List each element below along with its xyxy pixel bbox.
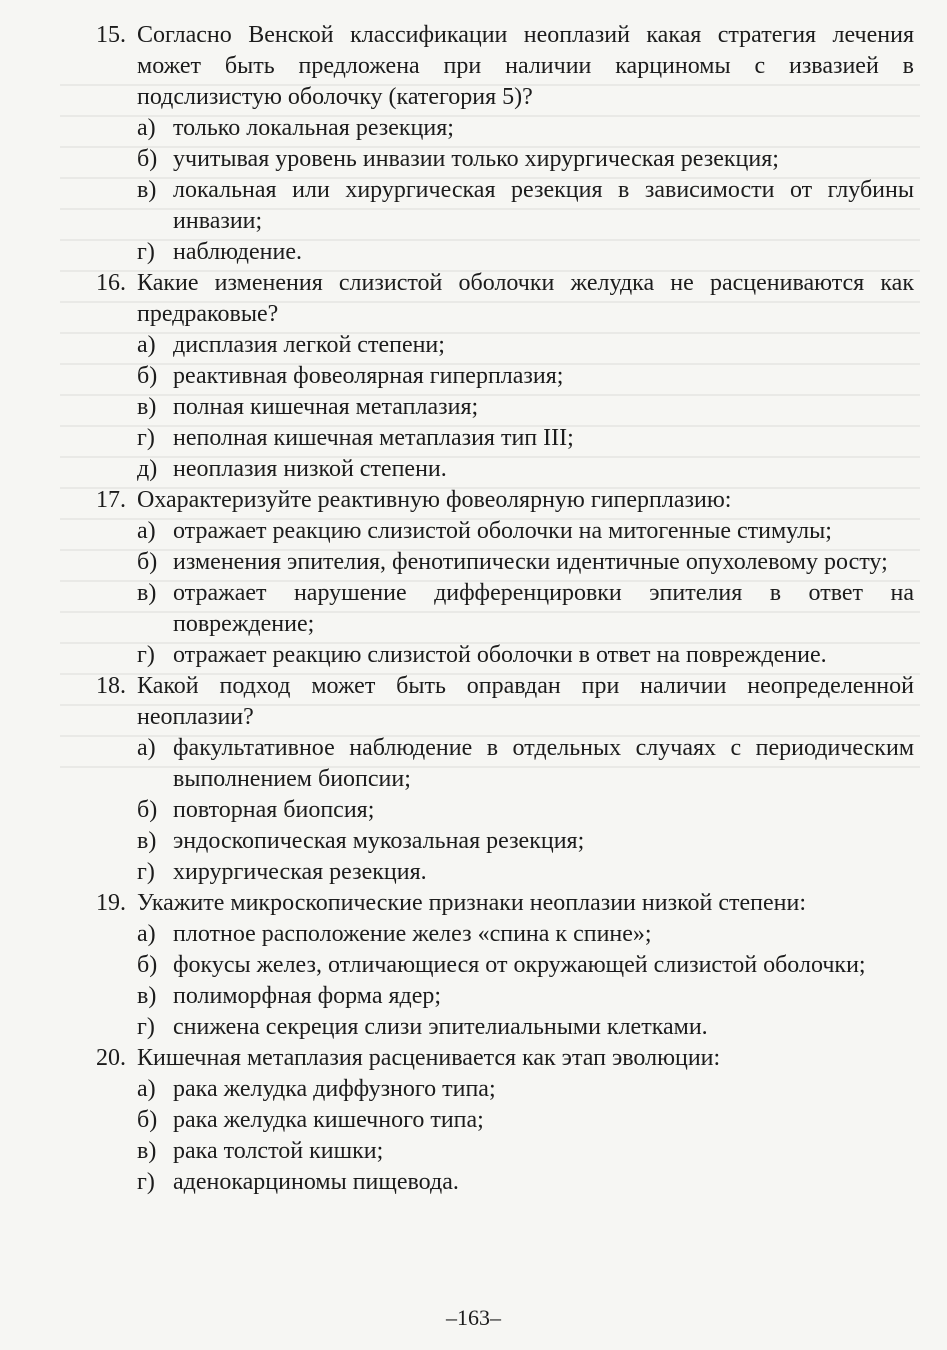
- answer-text: локальная или хирургическая резекция в зависимости от глубины инвазии;: [173, 177, 914, 234]
- question-19: [96, 888, 914, 919]
- answer-letter: б): [137, 146, 158, 172]
- answer-text: плотное расположение желез «спина к спине»;: [173, 921, 652, 947]
- answer-text: хирургическая резекция.: [173, 859, 427, 885]
- question-number: 17.: [96, 487, 126, 513]
- answer-letter: а): [137, 735, 156, 761]
- question-20: [96, 1043, 914, 1074]
- question-18: [96, 671, 914, 733]
- question-number: 15.: [96, 22, 126, 48]
- answer-text: аденокарциномы пищевода.: [173, 1169, 459, 1195]
- answer-option: [96, 1074, 914, 1105]
- answer-text: отражает нарушение дифференцировки эпителия в ответ на повреждение;: [173, 580, 914, 637]
- answer-text: рака толстой кишки;: [173, 1138, 384, 1164]
- question-15: [96, 20, 914, 113]
- answer-option: [96, 516, 914, 547]
- answer-letter: а): [137, 115, 156, 141]
- answer-option: [96, 578, 914, 640]
- answer-text: реактивная фовеолярная гиперплазия;: [173, 363, 564, 389]
- answer-option: [96, 1012, 914, 1043]
- answer-list: [96, 733, 914, 888]
- answer-option: [96, 423, 914, 454]
- question-16: [96, 268, 914, 330]
- answer-list: [96, 113, 914, 268]
- answer-option: [96, 454, 914, 485]
- answer-letter: а): [137, 332, 156, 358]
- answer-list: [96, 516, 914, 671]
- answer-text: только локальная резекция;: [173, 115, 454, 141]
- answer-option: [96, 857, 914, 888]
- question-number: 18.: [96, 673, 126, 699]
- answer-option: [96, 950, 914, 981]
- answer-text: неоплазия низкой степени.: [173, 456, 447, 482]
- answer-letter: б): [137, 363, 158, 389]
- answer-letter: в): [137, 828, 157, 854]
- answer-option: [96, 144, 914, 175]
- answer-option: [96, 547, 914, 578]
- answer-option: [96, 733, 914, 795]
- question-number: 19.: [96, 890, 126, 916]
- answer-letter: в): [137, 394, 157, 420]
- answer-letter: в): [137, 177, 157, 203]
- answer-option: [96, 175, 914, 237]
- answer-text: снижена секреция слизи эпителиальными клетками.: [173, 1014, 708, 1040]
- answer-text: рака желудка диффузного типа;: [173, 1076, 496, 1102]
- answer-letter: г): [137, 1014, 155, 1040]
- answer-letter: в): [137, 580, 157, 606]
- answer-letter: б): [137, 797, 158, 823]
- answer-letter: г): [137, 239, 155, 265]
- answer-letter: в): [137, 983, 157, 1009]
- question-text: Укажите микроскопические признаки неоплазии низкой степени:: [137, 890, 806, 916]
- question-number: 16.: [96, 270, 126, 296]
- answer-letter: г): [137, 1169, 155, 1195]
- answer-letter: а): [137, 1076, 156, 1102]
- answer-option: [96, 1105, 914, 1136]
- answer-letter: а): [137, 921, 156, 947]
- answer-text: факультативное наблюдение в отдельных случаях с периодическим выполнением биопсии;: [173, 735, 914, 792]
- question-text: Какой подход может быть оправдан при наличии неопределенной неоплазии?: [137, 673, 914, 730]
- question-17: [96, 485, 914, 516]
- answer-option: [96, 361, 914, 392]
- answer-letter: г): [137, 425, 155, 451]
- answer-text: отражает реакцию слизистой оболочки на митогенные стимулы;: [173, 518, 832, 544]
- answer-option: [96, 640, 914, 671]
- answer-option: [96, 826, 914, 857]
- answer-text: неполная кишечная метаплазия тип III;: [173, 425, 574, 451]
- answer-list: [96, 1074, 914, 1198]
- answer-option: [96, 795, 914, 826]
- answer-option: [96, 981, 914, 1012]
- question-number: 20.: [96, 1045, 126, 1071]
- answer-list: [96, 330, 914, 485]
- answer-text: повторная биопсия;: [173, 797, 375, 823]
- answer-text: фокусы желез, отличающиеся от окружающей слизистой оболочки;: [173, 952, 866, 978]
- answer-letter: г): [137, 859, 155, 885]
- answer-option: [96, 392, 914, 423]
- answer-text: отражает реакцию слизистой оболочки в ответ на повреждение.: [173, 642, 827, 668]
- answer-option: [96, 1167, 914, 1198]
- answer-option: [96, 919, 914, 950]
- answer-text: рака желудка кишечного типа;: [173, 1107, 484, 1133]
- question-text: Охарактеризуйте реактивную фовеолярную гиперплазию:: [137, 487, 732, 513]
- question-list: [96, 20, 914, 1198]
- answer-text: учитывая уровень инвазии только хирургическая резекция;: [173, 146, 779, 172]
- answer-text: наблюдение.: [173, 239, 302, 265]
- answer-list: [96, 919, 914, 1043]
- answer-text: дисплазия легкой степени;: [173, 332, 445, 358]
- answer-letter: д): [137, 456, 158, 482]
- answer-letter: в): [137, 1138, 157, 1164]
- answer-text: эндоскопическая мукозальная резекция;: [173, 828, 585, 854]
- answer-text: изменения эпителия, фенотипически идентичные опухолевому росту;: [173, 549, 888, 575]
- question-text: Кишечная метаплазия расценивается как этап эволюции:: [137, 1045, 721, 1071]
- answer-letter: б): [137, 952, 158, 978]
- question-text: Какие изменения слизистой оболочки желудка не расцениваются как предраковые?: [137, 270, 914, 327]
- answer-letter: г): [137, 642, 155, 668]
- answer-option: [96, 330, 914, 361]
- answer-option: [96, 113, 914, 144]
- answer-letter: б): [137, 549, 158, 575]
- answer-letter: а): [137, 518, 156, 544]
- answer-text: полная кишечная метаплазия;: [173, 394, 479, 420]
- answer-option: [96, 1136, 914, 1167]
- answer-letter: б): [137, 1107, 158, 1133]
- answer-option: [96, 237, 914, 268]
- question-text: Согласно Венской классификации неоплазий какая стратегия лечения может быть предложена при наличии карциномы с извазией в подслизистую оболочку (категория 5)?: [137, 22, 914, 110]
- page-number: –163–: [446, 1305, 501, 1330]
- answer-text: полиморфная форма ядер;: [173, 983, 442, 1009]
